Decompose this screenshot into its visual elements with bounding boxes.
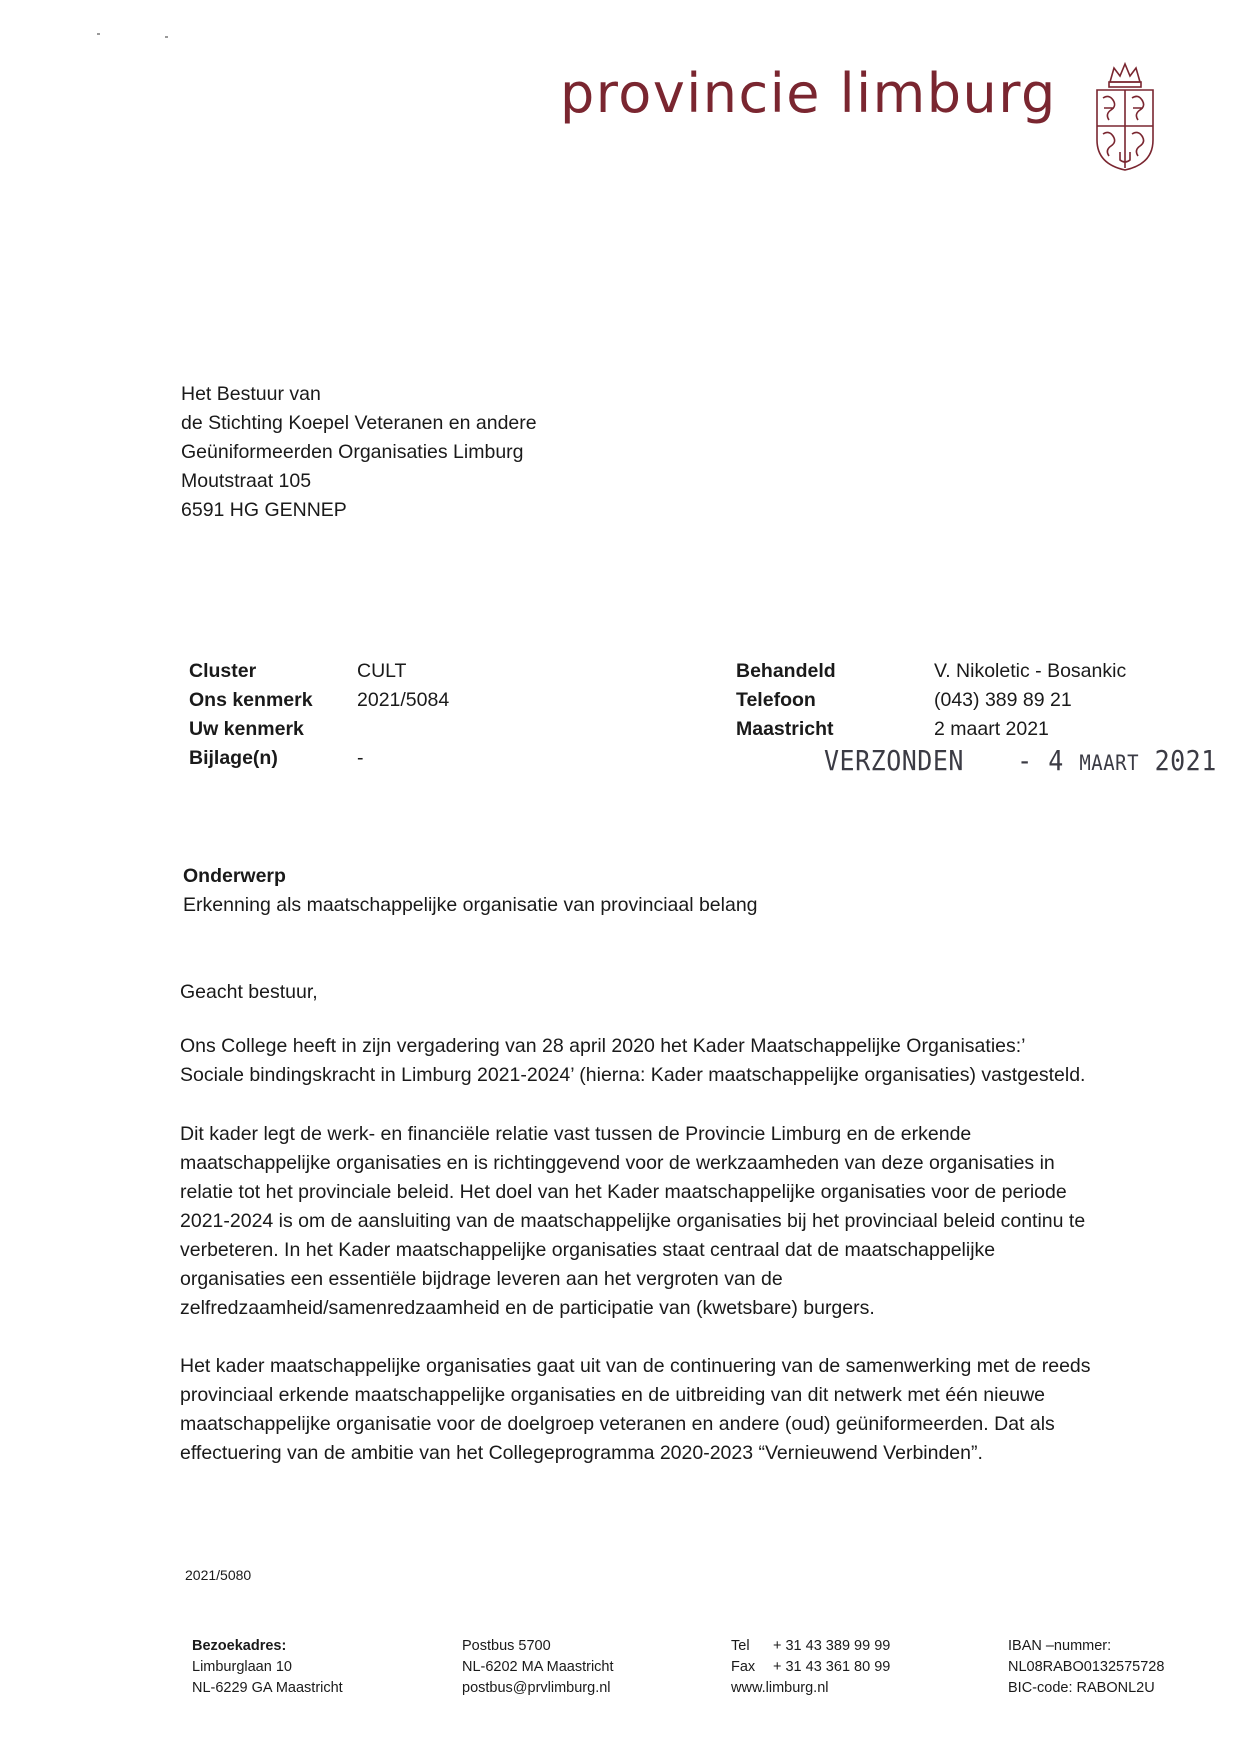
meta-row-behandeld [736, 657, 1126, 686]
meta-value: (043) 389 89 21 [934, 689, 1072, 711]
address-line: Geüniformeerden Organisaties Limburg [181, 441, 524, 463]
paragraph-line: effectuering van de ambitie van het Collegeprogramma 2020-2023 “Vernieuwend Verbinden”. [180, 1442, 983, 1464]
meta-label: Behandeld [736, 660, 836, 682]
paragraph-line: Dit kader legt de werk- en financiële relatie vast tussen de Provincie Limburg en de erkende [180, 1123, 972, 1145]
footer-visit-address [192, 1636, 343, 1699]
address-line: Het Bestuur van [181, 383, 321, 405]
scan-speck [97, 33, 100, 35]
meta-row-uw-kenmerk [189, 715, 449, 744]
footer-line: BIC-code: RABONL2U [1008, 1680, 1155, 1696]
subject-text: Erkenning als maatschappelijke organisatie van provinciaal belang [183, 894, 758, 916]
footer-label: Fax [731, 1659, 756, 1675]
document-reference: 2021/5080 [185, 1567, 252, 1583]
stamp-month: MAART [1079, 750, 1140, 776]
paragraph-line: Ons College heeft in zijn vergadering van 28 april 2020 het Kader Maatschappelijke Organisaties:’ [180, 1035, 1026, 1057]
meta-label: Ons kenmerk [189, 689, 313, 711]
footer-value: + 31 43 361 80 99 [773, 1659, 891, 1675]
footer-postal-address [462, 1636, 614, 1699]
meta-value: - [357, 747, 364, 769]
meta-value: CULT [357, 660, 407, 682]
paragraph-line: organisaties een essentiële bijdrage leveren aan het vergroten van de [180, 1268, 783, 1290]
footer-line: Postbus 5700 [462, 1638, 551, 1654]
scan-speck [165, 36, 168, 38]
stamp-word: VERZONDEN [824, 744, 964, 777]
salutation [180, 978, 1160, 1007]
meta-row-ons-kenmerk [189, 686, 449, 715]
meta-value: V. Nikoletic - Bosankic [934, 660, 1127, 682]
meta-row-telefoon [736, 686, 1126, 715]
limburg-coat-of-arms-icon [1092, 60, 1158, 172]
paragraph-line: verbeteren. In het Kader maatschappelijke organisaties staat centraal dat de maatschappelijke [180, 1239, 996, 1261]
meta-label: Telefoon [736, 689, 816, 711]
paragraph-3 [180, 1352, 1160, 1468]
paragraph-line: 2021-2024 is om de aansluiting van de maatschappelijke organisaties bij het provinciaal beleid continu te [180, 1210, 1086, 1232]
footer-label: Tel [731, 1638, 750, 1654]
meta-label: Cluster [189, 660, 257, 682]
footer-line: NL-6202 MA Maastricht [462, 1659, 614, 1675]
meta-label: Maastricht [736, 718, 834, 740]
stamp-day: - 4 [1017, 744, 1064, 777]
paragraph-line: zelfredzaamheid/samenredzaamheid en de participatie van (kwetsbare) burgers. [180, 1297, 875, 1319]
address-line: 6591 HG GENNEP [181, 499, 347, 521]
meta-row-maastricht [736, 715, 1126, 744]
footer-tel [731, 1636, 890, 1657]
footer-line: IBAN –nummer: [1008, 1638, 1112, 1654]
paragraph-line: provinciaal erkende maatschappelijke organisaties en de uitbreiding van dit netwerk met één nieuwe [180, 1384, 1046, 1406]
sent-stamp [824, 744, 1217, 776]
footer-line: NL-6229 GA Maastricht [192, 1680, 343, 1696]
meta-row-cluster [189, 657, 449, 686]
meta-label: Uw kenmerk [189, 718, 304, 740]
address-line: de Stichting Koepel Veteranen en andere [181, 412, 537, 434]
meta-row-bijlagen [189, 744, 449, 773]
meta-value: 2021/5084 [357, 689, 450, 711]
paragraph-line: maatschappelijke organisatie voor de doelgroep veteranen en andere (oud) geüniformeerden. Dat als [180, 1413, 1055, 1435]
paragraph-line: relatie tot het provinciale beleid. Het doel van het Kader maatschappelijke organisaties voor de periode [180, 1181, 1067, 1203]
footer-email[interactable]: postbus@prvlimburg.nl [462, 1680, 611, 1696]
reference-block [189, 657, 449, 773]
address-line: Moutstraat 105 [181, 470, 312, 492]
footer-bank-details [1008, 1636, 1164, 1699]
footer-heading: Bezoekadres: [192, 1638, 287, 1654]
subject-heading: Onderwerp [183, 865, 286, 887]
footer-website[interactable]: www.limburg.nl [731, 1680, 829, 1696]
paragraph-line: maatschappelijke organisaties en is richtinggevend voor de werkzaamheden van deze organisaties in [180, 1152, 1055, 1174]
salutation-text: Geacht bestuur, [180, 981, 318, 1003]
paragraph-line: Sociale bindingskracht in Limburg 2021-2024’ (hierna: Kader maatschappelijke organisaties) vastgesteld. [180, 1064, 1086, 1086]
footer-fax [731, 1657, 890, 1678]
footer-value: + 31 43 389 99 99 [773, 1638, 891, 1654]
paragraph-line: Het kader maatschappelijke organisaties gaat uit van de continuering van de samenwerking met de reeds [180, 1355, 1091, 1377]
footer-line: NL08RABO0132575728 [1008, 1659, 1165, 1675]
paragraph-1 [180, 1032, 1160, 1090]
contact-block [736, 657, 1126, 744]
paragraph-2 [180, 1120, 1160, 1323]
footer-line: Limburglaan 10 [192, 1659, 292, 1675]
provincie-logo-text: provincie limburg [560, 62, 1057, 125]
footer-contact [731, 1636, 890, 1699]
stamp-year: 2021 [1154, 744, 1217, 777]
meta-label: Bijlage(n) [189, 747, 278, 769]
meta-value: 2 maart 2021 [934, 718, 1049, 740]
subject-block [183, 862, 758, 920]
recipient-address [181, 380, 537, 525]
